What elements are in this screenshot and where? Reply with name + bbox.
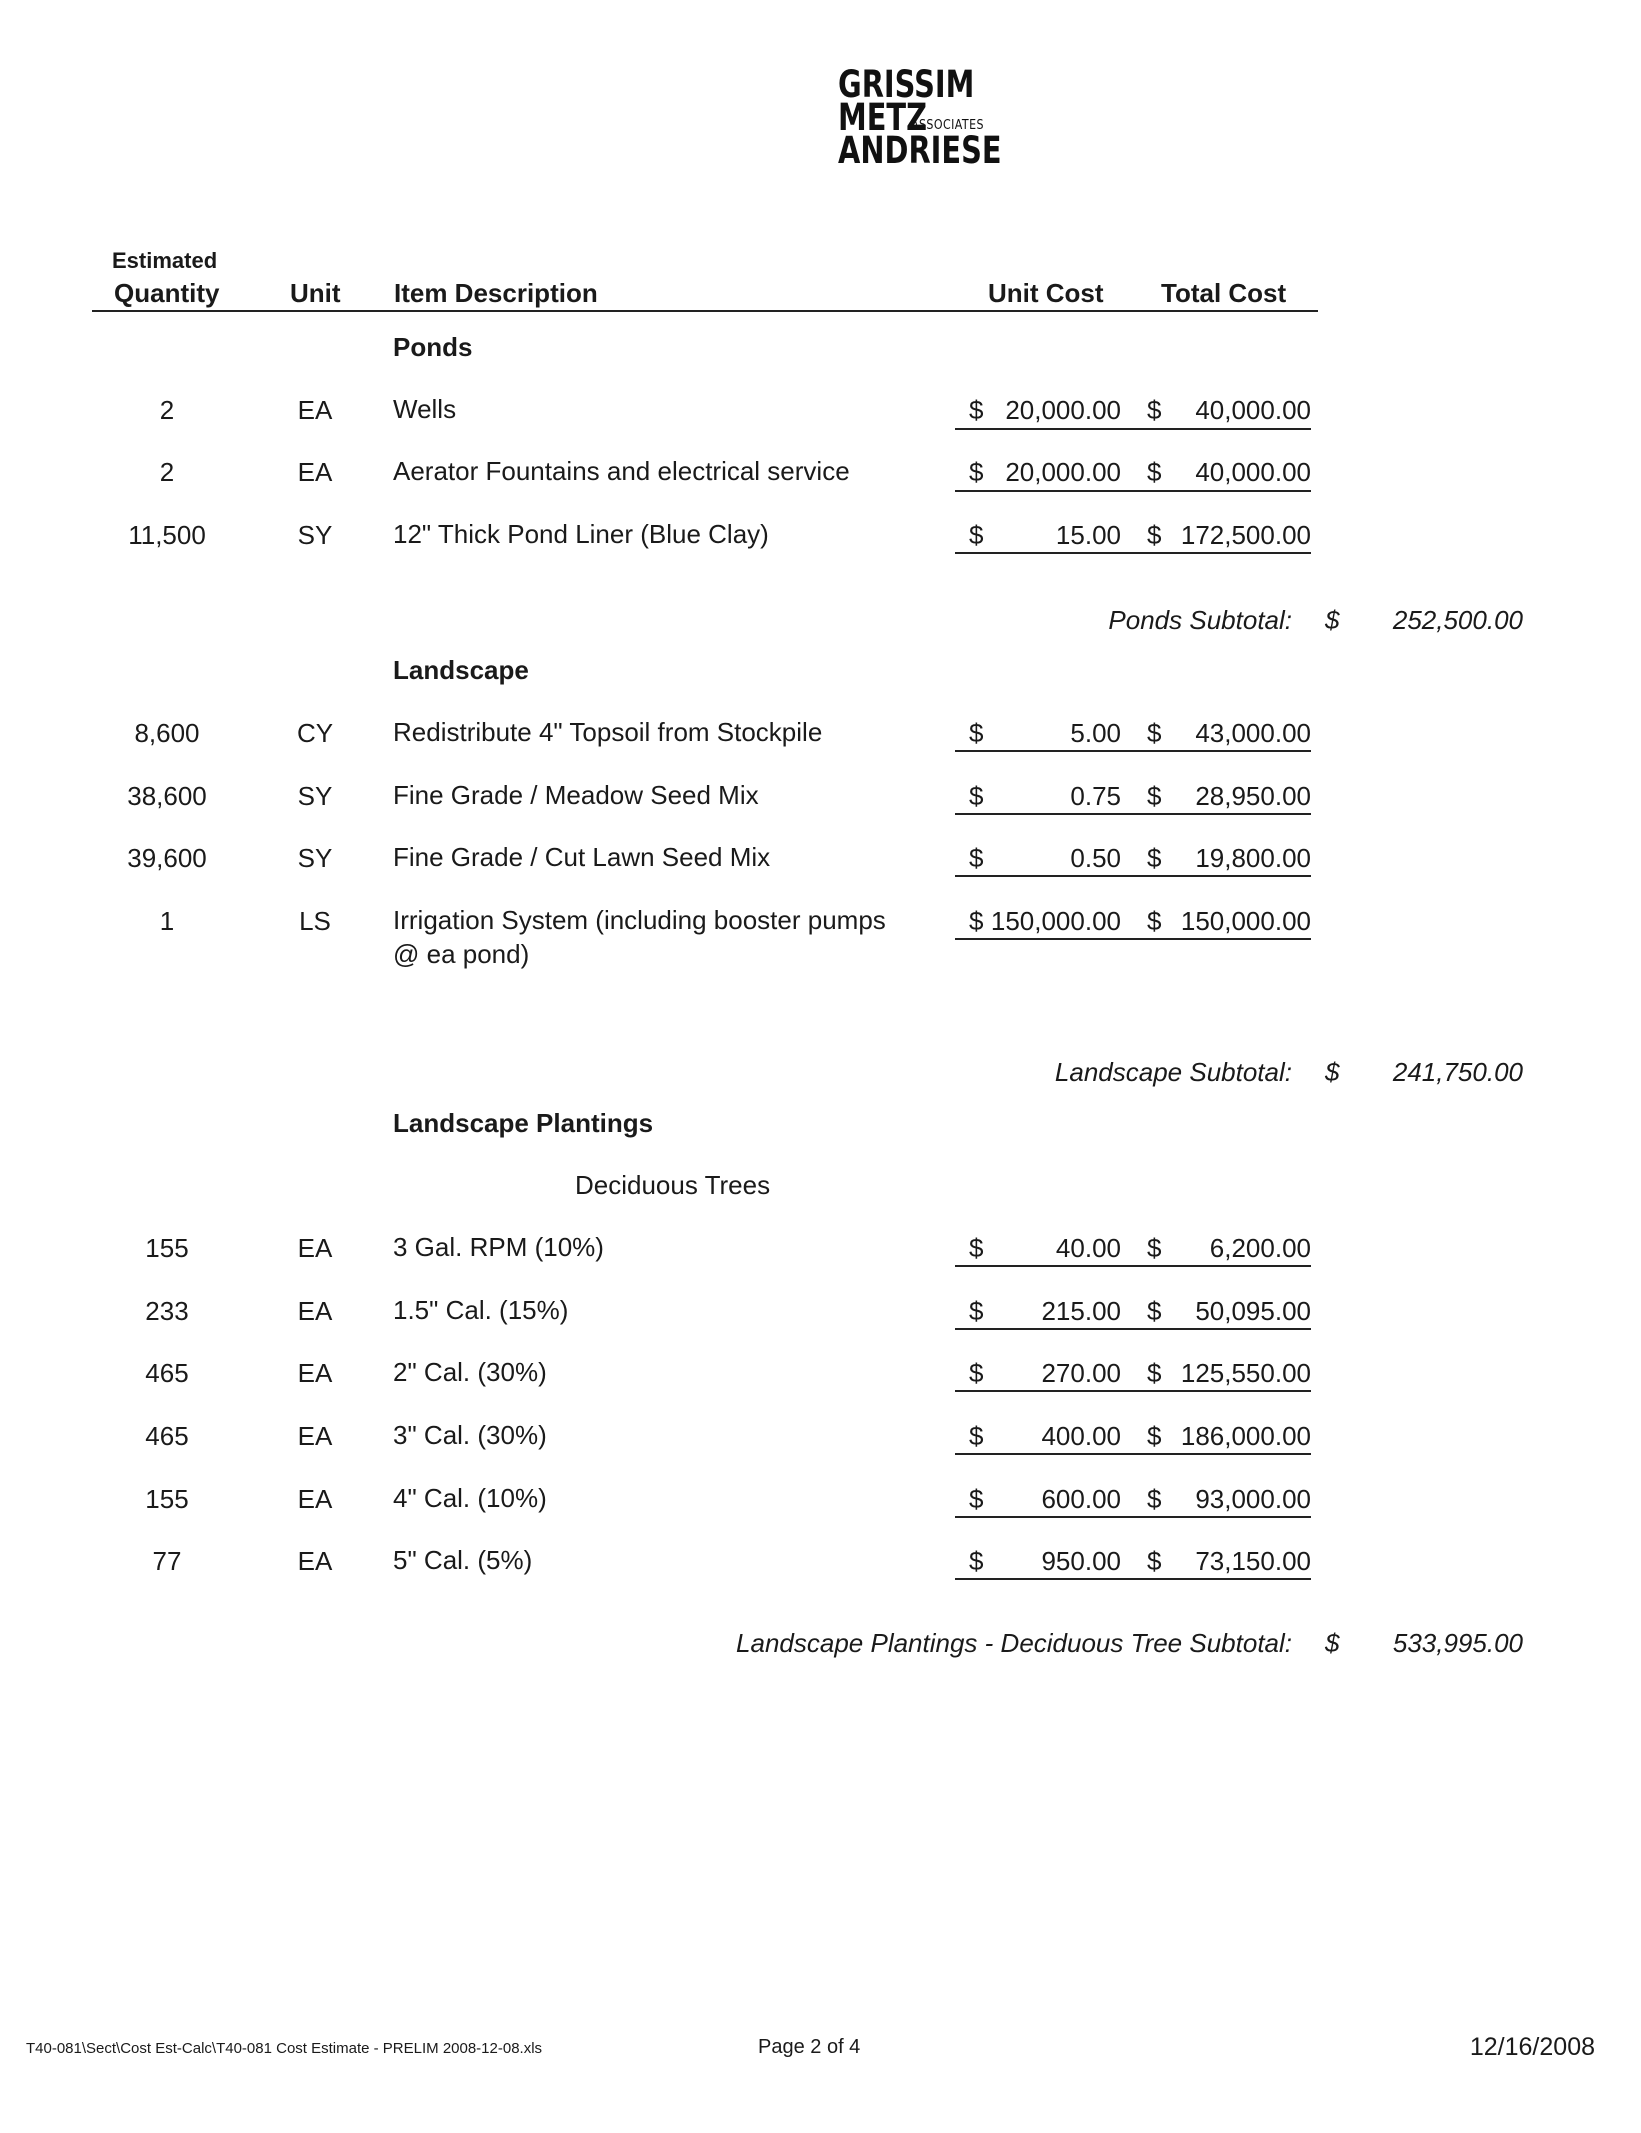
section-landscape-heading: Landscape [393,655,529,685]
row-quantity: 2 [159,395,175,425]
currency-symbol: $ [969,457,984,487]
row-unit: EA [297,1484,333,1514]
unit-cost-value: 5.00 [1070,718,1121,748]
currency-symbol: $ [1147,1296,1162,1326]
unit-cost-value: 20,000.00 [1005,457,1121,487]
unit-cost-value: 40.00 [1055,1233,1121,1263]
row-underline [955,490,1311,492]
unit-cost-value: 0.50 [1070,843,1121,873]
row-unit: LS [299,906,331,936]
row-description: Aerator Fountains and electrical service [393,456,850,486]
row-underline [955,1578,1311,1580]
row-underline [955,1453,1311,1455]
row-description: Irrigation System (including booster pumps @ ea pond) [393,905,886,969]
currency-symbol: $ [969,1546,984,1576]
currency-symbol: $ [1147,1484,1162,1514]
header-divider [92,310,1318,312]
currency-symbol: $ [1147,781,1162,811]
total-cost-value: 43,000.00 [1195,718,1311,748]
row-underline [955,552,1311,554]
row-quantity: 465 [145,1421,189,1451]
row-quantity: 77 [152,1546,182,1576]
total-cost-value: 40,000.00 [1195,395,1311,425]
unit-cost-value: 20,000.00 [1005,395,1121,425]
currency-symbol: $ [1147,1358,1162,1388]
header-total-cost: Total Cost [1161,278,1287,308]
currency-symbol: $ [1147,1421,1162,1451]
subtotal-value: 241,750.00 [1392,1057,1523,1087]
row-description: 12" Thick Pond Liner (Blue Clay) [393,519,769,549]
row-description: Fine Grade / Meadow Seed Mix [393,780,759,810]
subtotal-currency: $ [1325,1628,1340,1658]
total-cost-value: 93,000.00 [1195,1484,1311,1514]
unit-cost-value: 15.00 [1055,520,1121,550]
unit-cost-value: 270.00 [1041,1358,1121,1388]
row-quantity: 155 [145,1484,189,1514]
row-quantity: 2 [159,457,175,487]
currency-symbol: $ [969,781,984,811]
currency-symbol: $ [969,1233,984,1263]
currency-symbol: $ [969,906,984,936]
row-description: 4" Cal. (10%) [393,1483,547,1513]
total-cost-value: 73,150.00 [1195,1546,1311,1576]
row-quantity: 39,600 [127,843,207,873]
row-quantity: 155 [145,1233,189,1263]
row-description: Fine Grade / Cut Lawn Seed Mix [393,842,771,872]
total-cost-value: 6,200.00 [1209,1233,1311,1263]
currency-symbol: $ [969,1358,984,1388]
logo-line-1: GRISSIM [838,63,975,106]
row-unit: EA [297,1546,333,1576]
currency-symbol: $ [1147,718,1162,748]
currency-symbol: $ [969,1296,984,1326]
logo-line-2: METZ [838,96,928,139]
total-cost-value: 28,950.00 [1195,781,1311,811]
row-description: 3 Gal. RPM (10%) [393,1232,604,1262]
row-unit: EA [297,1421,333,1451]
row-underline [955,1516,1311,1518]
subsection-deciduous-trees: Deciduous Trees [575,1170,771,1200]
subtotal-label: Ponds Subtotal: [1108,605,1292,635]
total-cost-value: 186,000.00 [1180,1421,1311,1451]
currency-symbol: $ [969,395,984,425]
row-description: 5" Cal. (5%) [393,1545,533,1575]
row-quantity: 465 [145,1358,189,1388]
currency-symbol: $ [1147,395,1162,425]
total-cost-value: 150,000.00 [1180,906,1311,936]
row-description: 2" Cal. (30%) [393,1357,547,1387]
currency-symbol: $ [1147,457,1162,487]
header-estimated: Estimated [112,248,218,273]
row-quantity: 233 [145,1296,189,1326]
total-cost-value: 40,000.00 [1195,457,1311,487]
footer-date: 12/16/2008 [1469,2033,1595,2061]
subtotal-label: Landscape Subtotal: [1054,1057,1292,1087]
row-quantity: 38,600 [127,781,207,811]
footer-file-path: T40-081\Sect\Cost Est-Calc\T40-081 Cost Estimate - PRELIM 2008-12-08.xls [26,2040,543,2057]
row-underline [955,750,1311,752]
footer-page-number: Page 2 of 4 [758,2036,861,2058]
currency-symbol: $ [969,718,984,748]
row-unit: EA [297,395,333,425]
row-unit: EA [297,1296,333,1326]
row-unit: EA [297,457,333,487]
currency-symbol: $ [969,520,984,550]
row-underline [955,1390,1311,1392]
total-cost-value: 172,500.00 [1180,520,1311,550]
row-underline [955,1265,1311,1267]
unit-cost-value: 400.00 [1041,1421,1121,1451]
currency-symbol: $ [1147,1233,1162,1263]
row-unit: SY [297,781,333,811]
header-item-description: Item Description [394,278,598,308]
logo-line-3: ANDRIESE [838,129,1002,172]
row-underline [955,1328,1311,1330]
unit-cost-value: 950.00 [1041,1546,1121,1576]
unit-cost-value: 150,000.00 [990,906,1121,936]
row-unit: SY [297,843,333,873]
row-unit: CY [296,718,334,748]
row-description: Wells [393,394,457,424]
header-unit-cost: Unit Cost [988,278,1104,308]
subtotal-currency: $ [1325,1057,1340,1087]
section-landscape-plantings-heading: Landscape Plantings [393,1108,654,1138]
row-underline [955,813,1311,815]
currency-symbol: $ [1147,520,1162,550]
row-unit: EA [297,1233,333,1263]
currency-symbol: $ [969,1421,984,1451]
currency-symbol: $ [1147,1546,1162,1576]
header-unit: Unit [290,278,341,308]
row-unit: SY [297,520,333,550]
currency-symbol: $ [969,843,984,873]
logo-associates: ASSOCIATES [911,118,984,133]
currency-symbol: $ [1147,843,1162,873]
row-quantity: 11,500 [128,520,206,550]
row-description: 1.5" Cal. (15%) [393,1295,569,1325]
row-quantity: 8,600 [134,718,200,748]
row-unit: EA [297,1358,333,1388]
row-underline [955,875,1311,877]
section-ponds-heading: Ponds [393,332,473,362]
unit-cost-value: 600.00 [1041,1484,1121,1514]
header-quantity: Quantity [114,278,220,308]
subtotal-label: Landscape Plantings - Deciduous Tree Subtotal: [736,1628,1292,1658]
currency-symbol: $ [969,1484,984,1514]
row-underline [955,428,1311,430]
row-quantity: 1 [159,906,175,936]
total-cost-value: 19,800.00 [1195,843,1311,873]
row-underline [955,938,1311,940]
unit-cost-value: 215.00 [1041,1296,1121,1326]
total-cost-value: 50,095.00 [1195,1296,1311,1326]
currency-symbol: $ [1147,906,1162,936]
subtotal-value: 533,995.00 [1392,1628,1523,1658]
row-description: 3" Cal. (30%) [393,1420,547,1450]
subtotal-value: 252,500.00 [1392,605,1523,635]
total-cost-value: 125,550.00 [1180,1358,1311,1388]
unit-cost-value: 0.75 [1070,781,1121,811]
subtotal-currency: $ [1325,605,1340,635]
row-description: Redistribute 4" Topsoil from Stockpile [393,717,823,747]
